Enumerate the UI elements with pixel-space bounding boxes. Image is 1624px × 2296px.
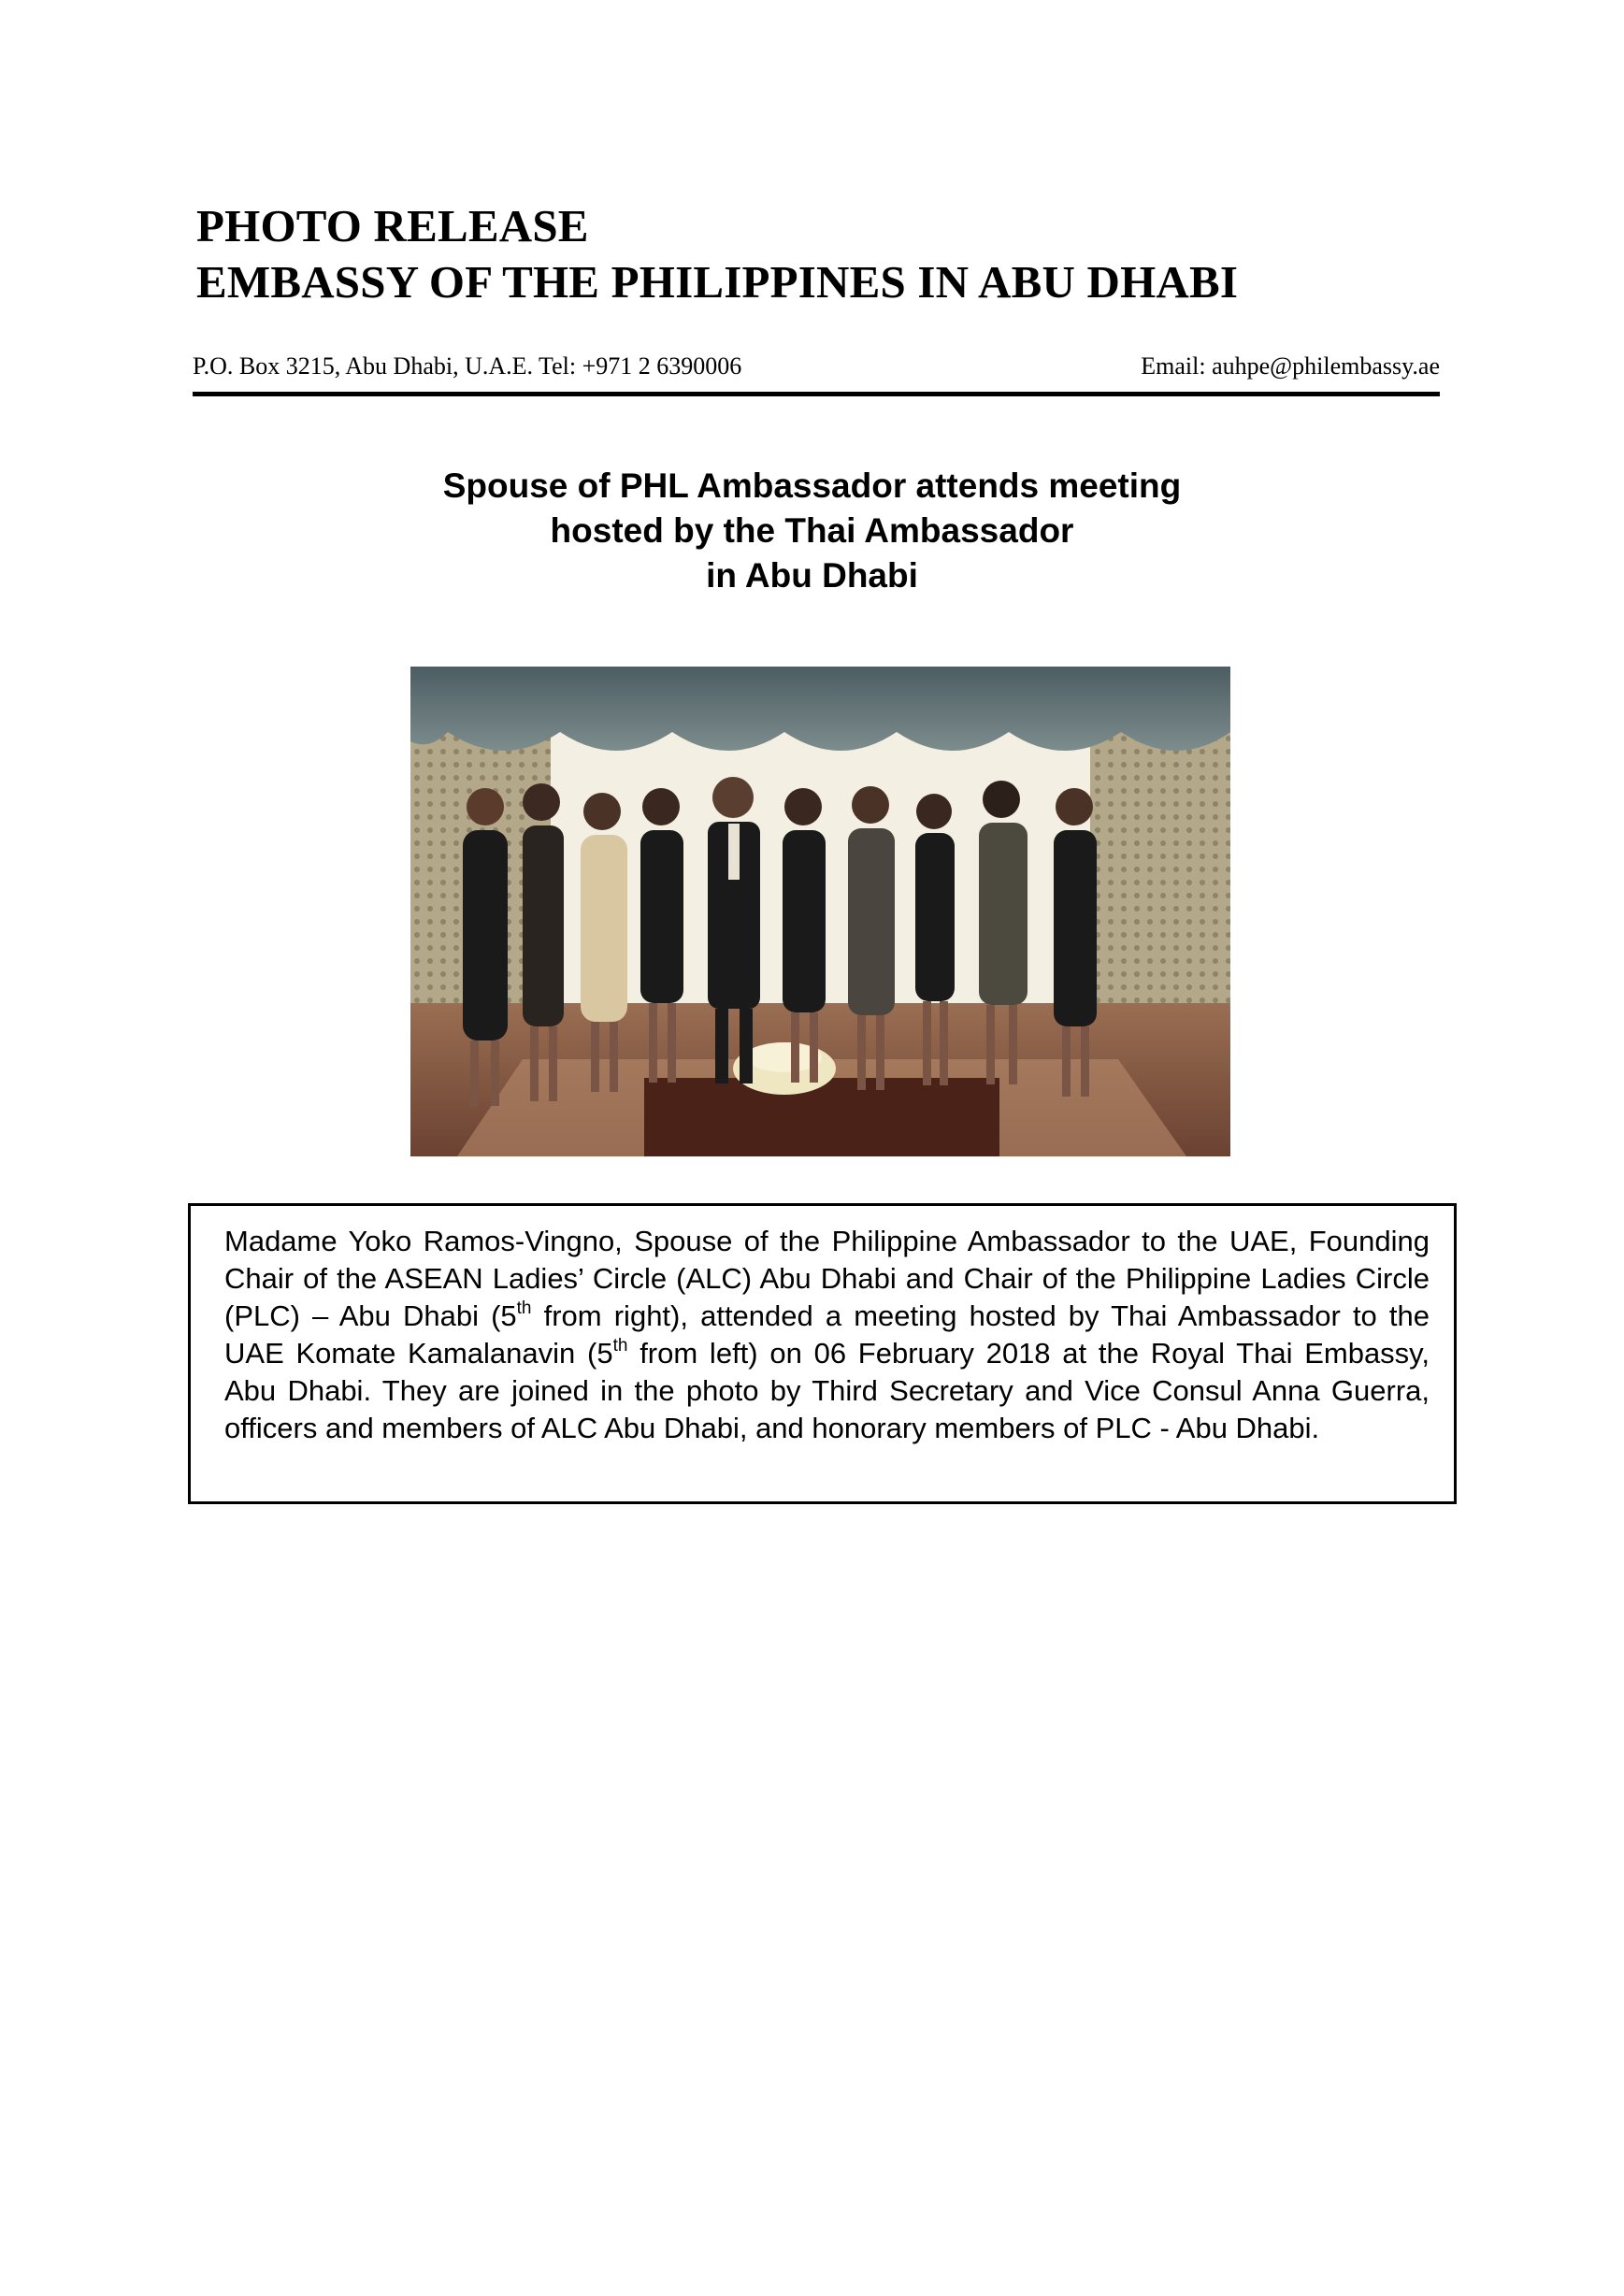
- article-title: [0, 464, 1624, 598]
- caption-ordinal-1: th: [516, 1299, 532, 1318]
- photo-caption: [188, 1203, 1457, 1504]
- header-rule: [193, 392, 1440, 396]
- caption-text-2: from right), attended a meeting hosted by Thai Ambassador to the UAE Komate Kamalanavin (5: [224, 1299, 1430, 1370]
- release-heading-line2: EMBASSY OF THE PHILIPPINES IN ABU DHABI: [196, 256, 1239, 308]
- address-text: P.O. Box 3215, Abu Dhabi, U.A.E. Tel: +971 2 6390006: [193, 352, 742, 380]
- article-title-line2: hosted by the Thai Ambassador: [550, 511, 1074, 550]
- article-title-line3: in Abu Dhabi: [706, 556, 918, 595]
- release-heading-line1: PHOTO RELEASE: [196, 200, 589, 251]
- email-text: Email: auhpe@philembassy.ae: [1141, 352, 1440, 380]
- caption-text-1: Madame Yoko Ramos-Vingno, Spouse of the Philippine Ambassador to the UAE, Founding Chair of the ASEAN Ladies’ Circle (ALC) Abu Dhabi and Chair of the Philippine Ladies Circle (PLC) – Abu Dhabi (5: [224, 1225, 1430, 1332]
- caption-ordinal-2: th: [612, 1336, 628, 1356]
- caption-text-3: from left) on 06 February 2018 at the Royal Thai Embassy, Abu Dhabi. They are joined in the photo by Third Secretary and Vice Consul Anna Guerra, officers and members of ALC Abu Dhabi, and honorary members of PLC - Abu Dhabi.: [224, 1337, 1430, 1444]
- group-photo: [410, 667, 1230, 1156]
- release-heading: [196, 198, 1238, 310]
- article-title-line1: Spouse of PHL Ambassador attends meeting: [442, 466, 1182, 505]
